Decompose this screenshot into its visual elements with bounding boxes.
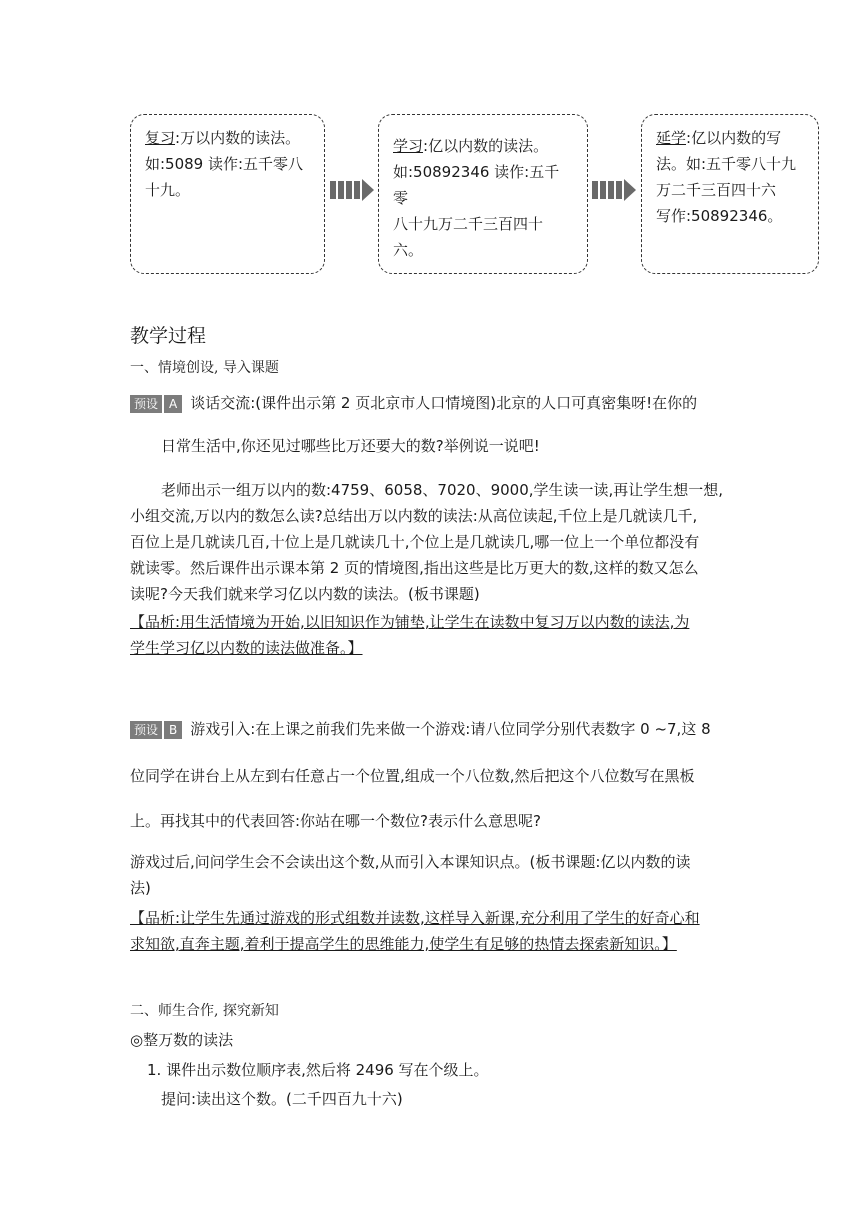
question: 提问:读出这个数。(二千四百九十六): [161, 1090, 403, 1108]
learn-line1: :亿以内数的读法。: [423, 137, 549, 155]
after-game-line: 法): [130, 879, 151, 897]
analysis-b-line: 【品析:让学生先通过游戏的形式组数并读数,这样导入新课,充分利用了学生的好奇心和: [130, 909, 700, 927]
learn-line4: 六。: [393, 241, 424, 259]
analysis-b-line: 求知欲,直奔主题,着利于提高学生的思维能力,使学生有足够的热情去探索新知识。】: [130, 935, 677, 953]
preset-b: [130, 716, 750, 742]
preset-a-line1: 谈话交流:(课件出示第 2 页北京市人口情境图)北京的人口可真密集呀!在你的: [190, 394, 698, 412]
extend-line4: 写作:50892346。: [656, 207, 783, 225]
review-line3: 十九。: [145, 181, 191, 199]
teacher-line: 百位上是几就读几百,十位上是几就读几十,个位上是几就读几,哪一位上一个单位都没有: [130, 533, 700, 551]
review-tag: 复习: [145, 129, 176, 147]
subheading: ◎整万数的读法: [130, 1031, 234, 1049]
review-line1: :万以内数的读法。: [175, 129, 301, 147]
extend-tag: 延学: [656, 129, 687, 147]
arrow-right-icon: [592, 179, 636, 201]
learn-box: [378, 114, 588, 274]
preset-b-line3: 上。再找其中的代表回答:你站在哪一个数位?表示什么意思呢?: [130, 812, 541, 830]
arrow-right-icon: [330, 179, 374, 201]
learn-tag: 学习: [393, 137, 424, 155]
analysis-a-line: 【品析:用生活情境为开始,以旧知识作为铺垫,让学生在读数中复习万以内数的读法,为: [130, 613, 690, 631]
review-line2: 如:5089 读作:五千零八: [145, 155, 304, 173]
extend-line2: 法。如:五千零八十九: [656, 155, 797, 173]
preset-a-badge: 预设 A: [130, 395, 182, 413]
preset-b-badge: 预设 B: [130, 721, 182, 739]
preset-b-line1: 游戏引入:在上课之前我们先来做一个游戏:请八位同学分别代表数字 0 ~7,这 8: [190, 720, 711, 738]
teacher-line: 老师出示一组万以内的数:4759、6058、7020、9000,学生读一读,再让学生想一想,: [161, 481, 724, 499]
teacher-line: 小组交流,万以内的数怎么读?总结出万以内数的读法:从高位读起,千位上是几就读几千,: [130, 507, 698, 525]
extend-line3: 万二千三百四十六: [656, 181, 777, 199]
step-1: 1. 课件出示数位顺序表,然后将 2496 写在个级上。: [147, 1061, 489, 1079]
after-game-line: 游戏过后,问问学生会不会读出这个数,从而引入本课知识点。(板书课题:亿以内数的读: [130, 853, 691, 871]
section-heading-2: 二、师生合作, 探究新知: [130, 1003, 279, 1019]
preset-b-line2: 位同学在讲台上从左到右任意占一个位置,组成一个八位数,然后把这个八位数写在黑板: [130, 767, 695, 785]
review-box: [130, 114, 325, 274]
learn-line2: 如:50892346 读作:五千零: [393, 163, 560, 207]
after-game: [130, 849, 750, 957]
analysis-a-line: 学生学习亿以内数的读法做准备。】: [130, 639, 363, 657]
extend-line1: :亿以内数的写: [686, 129, 782, 147]
teacher-line: 读呢?今天我们就来学习亿以内数的读法。(板书课题): [130, 585, 480, 603]
teacher-line: 就读零。然后课件出示课本第 2 页的情境图,指出这些是比万更大的数,这样的数又怎么: [130, 559, 699, 577]
preset-a: [130, 390, 750, 416]
page-title: 教学过程: [130, 325, 207, 347]
extend-box: [641, 114, 819, 274]
preset-a-line2: 日常生活中,你还见过哪些比万还要大的数?举例说一说吧!: [161, 437, 540, 455]
learn-line3: 八十九万二千三百四十: [393, 215, 544, 233]
section-heading-1: 一、情境创设, 导入课题: [130, 360, 279, 376]
teacher-paragraph: [130, 477, 750, 661]
